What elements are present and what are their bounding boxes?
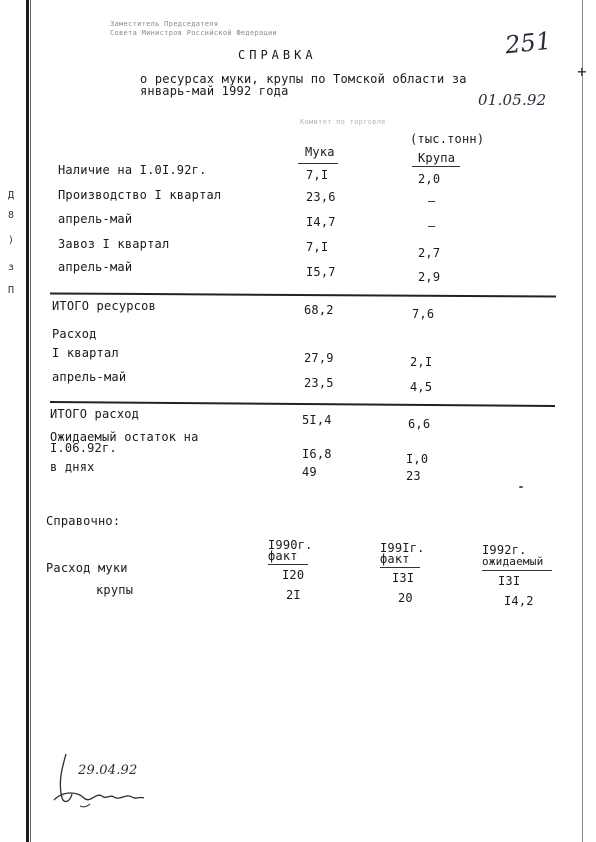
days-flour-value: 49 [302, 465, 317, 479]
grain-value: 4,5 [410, 380, 433, 394]
letterhead-line: Заместитель Председателя [110, 20, 219, 28]
expected-grain-value: I,0 [406, 452, 429, 466]
handwritten-date: 01.05.92 [478, 91, 547, 109]
reference-year-1990: I990г. [268, 538, 313, 552]
header-underline [298, 163, 338, 164]
reference-type-1990: факт [268, 549, 298, 563]
faint-stamp: Комитет по торговле [300, 118, 386, 126]
document-title: СПРАВКА [238, 48, 317, 62]
flour-value: I5,7 [306, 265, 336, 279]
expected-label-line-2: I.06.92г. [50, 441, 117, 455]
flour-value: 7,I [306, 168, 329, 182]
expected-flour-value: I6,8 [302, 447, 332, 461]
margin-mark: Д [8, 190, 15, 201]
reference-year-1991: I99Iг. [380, 541, 425, 555]
days-label: в днях [50, 460, 95, 474]
column-header-grain: Крупа [418, 151, 456, 165]
row-label: ИТОГО расход [50, 407, 140, 421]
reference-type-1992: ожидаемый [482, 555, 544, 568]
grain-value: 2,7 [418, 246, 441, 260]
unit-note: (тыс.тонн) [410, 132, 485, 146]
right-edge-line [582, 0, 583, 842]
binding-edge-shadow [30, 0, 31, 842]
expense-header: Расход [52, 327, 97, 341]
margin-mark: + [577, 62, 587, 81]
subtitle-line-1: о ресурсах муки, крупы по Томской области за [140, 72, 467, 86]
subtitle-line-2: январь-май 1992 года [140, 84, 289, 98]
row-label: ИТОГО ресурсов [52, 299, 156, 313]
ink-speck [519, 486, 523, 488]
grain-value: 7,6 [412, 307, 435, 321]
reference-row-label: крупы [96, 583, 134, 597]
margin-mark: 8 [8, 210, 15, 221]
header-underline [412, 166, 460, 167]
grain-value: 2,0 [418, 172, 441, 186]
table-divider [50, 292, 556, 297]
reference-underline [268, 564, 308, 565]
flour-value: I4,7 [306, 215, 336, 229]
margin-mark: з [8, 262, 15, 273]
flour-value: 7,I [306, 240, 329, 254]
flour-value: 23,5 [304, 376, 334, 390]
flour-value: 68,2 [304, 303, 334, 317]
grain-value: – [428, 219, 436, 233]
handwritten-signature [44, 748, 194, 818]
margin-mark: ) [8, 235, 15, 246]
signature-date: 29.04.92 [78, 763, 138, 778]
reference-underline [380, 567, 420, 568]
grain-value: 6,6 [408, 417, 431, 431]
reference-type-1991: факт [380, 552, 410, 566]
reference-value: I3I [392, 571, 415, 585]
reference-year-1992: I992г. [482, 543, 527, 557]
table-divider [50, 401, 555, 406]
grain-value: – [428, 194, 436, 208]
row-label: Производство I квартал [58, 188, 222, 202]
reference-value: I4,2 [504, 594, 534, 608]
row-label: апрель-май [58, 212, 133, 226]
grain-value: 2,I [410, 355, 433, 369]
margin-mark: П [8, 285, 15, 296]
days-grain-value: 23 [406, 469, 421, 483]
flour-value: 5I,4 [302, 413, 332, 427]
reference-value: 2I [286, 588, 301, 602]
binding-edge-line [26, 0, 29, 842]
grain-value: 2,9 [418, 270, 441, 284]
reference-underline [482, 570, 552, 571]
expected-label-line-1: Ожидаемый остаток на [50, 430, 199, 444]
row-label: I квартал [52, 346, 119, 360]
row-label: апрель-май [58, 260, 133, 274]
reference-value: 20 [398, 591, 413, 605]
reference-value: I3I [498, 574, 521, 588]
reference-value: I20 [282, 568, 305, 582]
flour-value: 23,6 [306, 190, 336, 204]
letterhead-line: Совета Министров Российской Федерации [110, 29, 278, 37]
reference-label: Справочно: [46, 514, 121, 528]
row-label: Наличие на I.0I.92г. [58, 163, 207, 177]
document-number: 251 [503, 26, 553, 60]
row-label: Завоз I квартал [58, 237, 170, 251]
row-label: апрель-май [52, 370, 127, 384]
flour-value: 27,9 [304, 351, 334, 365]
reference-row-label: Расход муки [46, 561, 128, 575]
column-header-flour: Мука [305, 145, 335, 159]
